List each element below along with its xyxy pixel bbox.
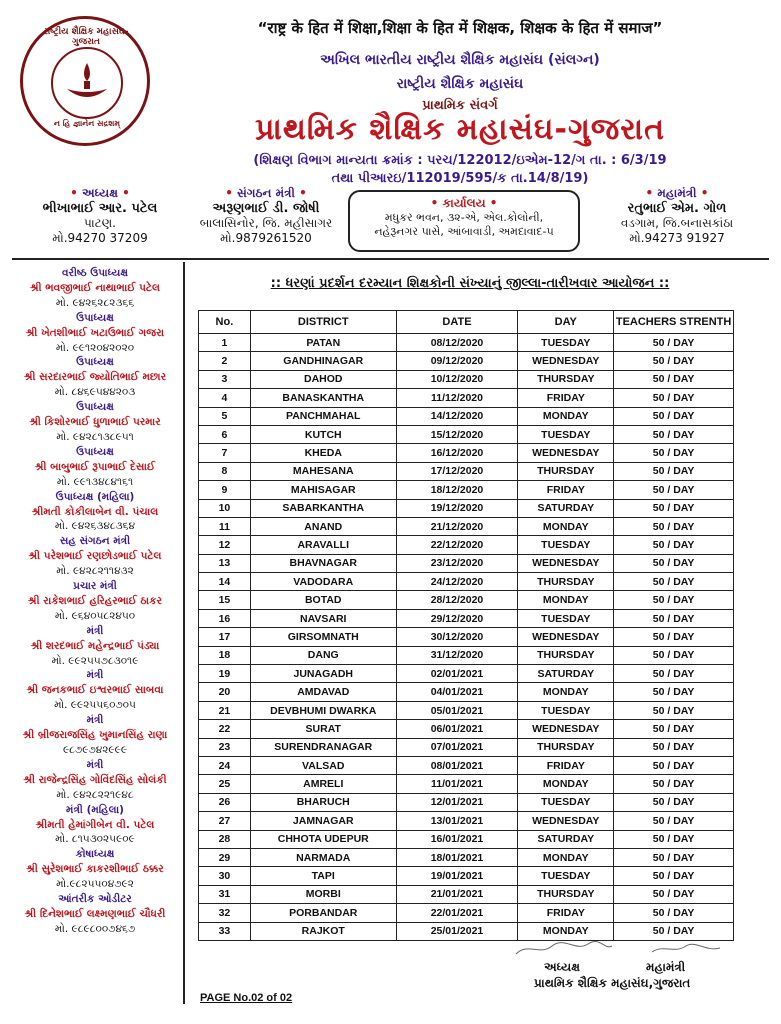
table-cell: 11/01/2021 xyxy=(396,775,518,793)
table-cell: 22/01/2021 xyxy=(396,904,518,922)
org-logo xyxy=(20,16,150,146)
table-cell: SATURDAY xyxy=(518,830,614,848)
table-cell: MAHESANA xyxy=(250,462,396,480)
signature-org-line: પ્રાથમિક શૈક્ષિક મહાસંઘ,ગુજરાત xyxy=(534,976,691,990)
table-row xyxy=(199,444,734,462)
member-phone: મો. ૯૯૧૩૪૮૪૧૬૧ xyxy=(56,475,134,488)
table-cell: KUTCH xyxy=(250,425,396,443)
table-cell: 50 / DAY xyxy=(614,462,734,480)
member-name: શ્રી કિશોરભાઈ ધુળાભાઈ પરમાર xyxy=(29,416,161,429)
table-cell: 50 / DAY xyxy=(614,389,734,407)
table-cell: WEDNESDAY xyxy=(518,812,614,830)
table-cell: 50 / DAY xyxy=(614,701,734,719)
table-row xyxy=(199,591,734,609)
table-row xyxy=(199,554,734,572)
table-cell: 50 / DAY xyxy=(614,793,734,811)
table-cell: TUESDAY xyxy=(518,701,614,719)
table-cell: 22 xyxy=(199,720,251,738)
table-cell: 14/12/2020 xyxy=(396,407,518,425)
table-row xyxy=(199,462,734,480)
table-cell: MONDAY xyxy=(518,517,614,535)
member-role: મંત્રી xyxy=(86,669,104,682)
table-cell: 50 / DAY xyxy=(614,444,734,462)
office-line-2: નહેરૂનગર પાસે, આંબાવાડી, અમદાવાદ-૫ xyxy=(374,225,554,238)
member-phone: મો. ૯૯૧૨૦૪૨૦૨૦ xyxy=(55,341,135,354)
table-cell: 50 / DAY xyxy=(614,481,734,499)
table-cell: 50 / DAY xyxy=(614,683,734,701)
table-cell: TUESDAY xyxy=(518,609,614,627)
table-cell: 50 / DAY xyxy=(614,646,734,664)
member-phone: મો. ૮૪૬૯૫૪૪૨૦૩ xyxy=(54,386,136,399)
table-cell: 21 xyxy=(199,701,251,719)
schedule-table xyxy=(198,310,734,941)
table-cell: SABARKANTHA xyxy=(250,499,396,517)
member-phone: મો. ૯૪૨૮૧૩૮૯૫૧ xyxy=(56,430,134,443)
table-cell: 11 xyxy=(199,517,251,535)
table-cell: MONDAY xyxy=(518,775,614,793)
table-cell: BOTAD xyxy=(250,591,396,609)
president-name: ભીખાભાઈ આર. પટેલ xyxy=(42,201,158,216)
table-cell: 50 / DAY xyxy=(614,756,734,774)
table-cell: BANASKANTHA xyxy=(250,389,396,407)
table-cell: 50 / DAY xyxy=(614,628,734,646)
table-cell: 13 xyxy=(199,554,251,572)
column-header: No. xyxy=(199,311,251,334)
table-cell: MAHISAGAR xyxy=(250,481,396,499)
table-row xyxy=(199,848,734,866)
table-cell: 12 xyxy=(199,536,251,554)
table-cell: 08/01/2021 xyxy=(396,756,518,774)
member-role: વરીષ્ઠ ઉપાધ્યક્ષ xyxy=(61,267,128,279)
table-cell: MONDAY xyxy=(518,683,614,701)
member-name: શ્રી જનકભાઈ ઇશ્વરભાઈ સાબવા xyxy=(26,684,164,697)
table-row xyxy=(199,830,734,848)
table-cell: TUESDAY xyxy=(518,425,614,443)
member-role: મંત્રી (મહિલા) xyxy=(66,803,124,816)
table-cell: 50 / DAY xyxy=(614,370,734,388)
table-row xyxy=(199,885,734,903)
member-role: મંત્રી xyxy=(86,758,104,771)
table-cell: SATURDAY xyxy=(518,665,614,683)
table-cell: 50 / DAY xyxy=(614,425,734,443)
header-divider xyxy=(12,258,769,260)
member-role: ઉપાધ્યક્ષ xyxy=(76,445,114,458)
table-cell: FRIDAY xyxy=(518,904,614,922)
table-cell: TAPI xyxy=(250,867,396,885)
table-cell: WEDNESDAY xyxy=(518,352,614,370)
table-cell: TUESDAY xyxy=(518,536,614,554)
table-row xyxy=(199,573,734,591)
table-cell: 50 / DAY xyxy=(614,720,734,738)
table-row xyxy=(199,756,734,774)
table-cell: BHAVNAGAR xyxy=(250,554,396,572)
table-cell: 50 / DAY xyxy=(614,775,734,793)
table-cell: 30 xyxy=(199,867,251,885)
org-minister-role: સંગઠન મંત્રી xyxy=(237,186,295,200)
president-phone: મો.94270 37209 xyxy=(52,231,148,245)
president-signature-scribble xyxy=(514,938,614,960)
table-cell: TUESDAY xyxy=(518,867,614,885)
table-header-row xyxy=(199,311,734,334)
table-cell: SURAT xyxy=(250,720,396,738)
table-row xyxy=(199,628,734,646)
table-cell: AMDAVAD xyxy=(250,683,396,701)
table-cell: 12/01/2021 xyxy=(396,793,518,811)
signature-block xyxy=(508,938,748,998)
table-cell: 5 xyxy=(199,407,251,425)
table-cell: ANAND xyxy=(250,517,396,535)
table-cell: SATURDAY xyxy=(518,499,614,517)
table-cell: 50 / DAY xyxy=(614,334,734,352)
table-row xyxy=(199,793,734,811)
table-cell: KHEDA xyxy=(250,444,396,462)
table-row xyxy=(199,904,734,922)
table-cell: 50 / DAY xyxy=(614,830,734,848)
table-cell: JAMNAGAR xyxy=(250,812,396,830)
general-secretary-place: વડગામ, જિ.બનાસકાંઠા xyxy=(620,216,734,230)
table-body xyxy=(199,334,734,941)
table-cell: 07/01/2021 xyxy=(396,738,518,756)
org-minister-phone: મો.9879261520 xyxy=(220,231,312,245)
org-minister-place: બાલાસિનોર, જિ. મહીસાગર xyxy=(199,216,333,230)
table-cell: WEDNESDAY xyxy=(518,444,614,462)
table-cell: 50 / DAY xyxy=(614,352,734,370)
table-cell: DEVBHUMI DWARKA xyxy=(250,701,396,719)
member-name: શ્રી સુરેશભાઈ કાકરશીભાઈ ઠક્કર xyxy=(26,863,164,876)
table-cell: 28 xyxy=(199,830,251,848)
table-cell: TUESDAY xyxy=(518,334,614,352)
table-row xyxy=(199,352,734,370)
table-cell: 21/01/2021 xyxy=(396,885,518,903)
table-cell: 20 xyxy=(199,683,251,701)
table-cell: 18 xyxy=(199,646,251,664)
table-cell: 17/12/2020 xyxy=(396,462,518,480)
member-role: સહ સંગઠન મંત્રી xyxy=(59,535,131,548)
schedule-title: :: ધરણાં પ્રદર્શન દરમ્યાન શિક્ષકોની સંખ્યાનું જીલ્લા-તારીખવાર આયોજન :: xyxy=(270,276,670,291)
column-header: DATE xyxy=(396,311,518,334)
table-row xyxy=(199,517,734,535)
column-header: TEACHERS STRENTH xyxy=(614,311,734,334)
table-cell: 19/12/2020 xyxy=(396,499,518,517)
table-cell: 19 xyxy=(199,665,251,683)
table-row xyxy=(199,425,734,443)
table-cell: 50 / DAY xyxy=(614,738,734,756)
table-cell: 10 xyxy=(199,499,251,517)
table-cell: JUNAGADH xyxy=(250,665,396,683)
table-row xyxy=(199,389,734,407)
table-row xyxy=(199,481,734,499)
table-cell: RAJKOT xyxy=(250,922,396,940)
cadre: પ્રાથમિક સંવર્ગ xyxy=(422,98,498,113)
table-row xyxy=(199,370,734,388)
office-line-1: મધુકર ભવન, ૩૨-એ, એલ.કોલોની, xyxy=(384,211,544,224)
table-row xyxy=(199,609,734,627)
member-name: શ્રી રાકેશભાઈ હરિહરભાઈ ઠાકર xyxy=(28,594,162,607)
table-cell: 21/12/2020 xyxy=(396,517,518,535)
table-row xyxy=(199,646,734,664)
table-cell: 15 xyxy=(199,591,251,609)
table-cell: 17 xyxy=(199,628,251,646)
table-cell: 50 / DAY xyxy=(614,665,734,683)
table-row xyxy=(199,701,734,719)
member-phone: ૯૮૭૯૭૪૨૯૯૯ xyxy=(62,744,128,756)
president-block: • અધ્યક્ષ • ભીખાભાઈ આર. પટેલ પાટણ. મો.94270 37209 xyxy=(20,186,180,246)
table-cell: 16/01/2021 xyxy=(396,830,518,848)
member-name: શ્રી ભવજીભાઈ નાથાભાઈ પટેલ xyxy=(30,281,160,294)
table-row xyxy=(199,407,734,425)
table-cell: 1 xyxy=(199,334,251,352)
table-cell: 8 xyxy=(199,462,251,480)
table-cell: AMRELI xyxy=(250,775,396,793)
member-role: આંતરીક ઓડીટર xyxy=(58,893,132,906)
registration-line-1: (શિક્ષણ વિભાગ માન્યતા ક્રમાંક : પરચ/122012/ઇએમ-12/ગ તા. : 6/3/19 xyxy=(253,153,667,168)
lamp-icon xyxy=(51,47,123,119)
table-cell: THURSDAY xyxy=(518,738,614,756)
table-cell: MONDAY xyxy=(518,848,614,866)
table-cell: 26 xyxy=(199,793,251,811)
member-phone: મો. ૮૧૫૩૦૨૫૯૦૯ xyxy=(55,833,135,846)
member-name: શ્રી બ્રીજરાજસિંહ ખુમાનસિંહ રાણા xyxy=(22,729,168,742)
table-cell: 18/12/2020 xyxy=(396,481,518,499)
table-cell: 31/12/2020 xyxy=(396,646,518,664)
general-secretary-block: • મહામંત્રી • રતુભાઈ એમ. ગોળ વડગામ, જિ.બનાસકાંઠા મો.94273 91927 xyxy=(592,186,762,246)
table-cell: 31 xyxy=(199,885,251,903)
table-cell: 7 xyxy=(199,444,251,462)
member-role: ઉપાધ્યક્ષ (મહિલા) xyxy=(55,490,135,503)
table-cell: MORBI xyxy=(250,885,396,903)
table-row xyxy=(199,536,734,554)
org-minister-name: અરૂણભાઈ ડી. જોષી xyxy=(212,201,320,216)
table-cell: 05/01/2021 xyxy=(396,701,518,719)
table-cell: 30/12/2020 xyxy=(396,628,518,646)
office-address-box: • કાર્યાલય • મધુકર ભવન, ૩૨-એ, એલ.કોલોની, નહેરૂનગર પાસે, આંબાવાડી, અમદાવાદ-૫ xyxy=(348,190,580,252)
table-cell: 18/01/2021 xyxy=(396,848,518,866)
member-name: શ્રીમતી હેમાંગીબેન વી. પટેલ xyxy=(35,818,155,831)
table-cell: 23/12/2020 xyxy=(396,554,518,572)
member-phone: મો.૯૮૨૫૫૦૪૭૯૨ xyxy=(56,878,134,891)
member-name: શ્રી પરેશભાઈ રણછોડભાઈ પટેલ xyxy=(28,550,162,563)
table-cell: THURSDAY xyxy=(518,573,614,591)
table-cell: 29 xyxy=(199,848,251,866)
table-cell: 29/12/2020 xyxy=(396,609,518,627)
affiliation: અખિલ ભારતીય રાષ્ટ્રીય શૈક્ષિક મહાસંઘ (સંલગ્ન) xyxy=(320,52,600,68)
sidebar-divider xyxy=(183,262,185,1004)
member-phone: મો. ૯૪૨૬૩૪૮૩૬૪ xyxy=(54,520,136,533)
member-role: ઉપાધ્યક્ષ xyxy=(76,356,114,369)
table-cell: PORBANDAR xyxy=(250,904,396,922)
table-cell: 04/01/2021 xyxy=(396,683,518,701)
member-name: શ્રી શરદભાઈ મહેન્દ્રભાઈ પંડ્યા xyxy=(30,639,160,652)
table-cell: FRIDAY xyxy=(518,756,614,774)
member-role: મંત્રી xyxy=(86,624,104,637)
table-cell: 06/01/2021 xyxy=(396,720,518,738)
table-cell: 19/01/2021 xyxy=(396,867,518,885)
registration-line-2: તથા પીઆરઇ/112019/595/ક તા.14/8/19) xyxy=(331,171,589,186)
president-place: પાટણ. xyxy=(84,216,116,230)
table-cell: 50 / DAY xyxy=(614,609,734,627)
org-name: પ્રાથમિક શૈક્ષિક મહાસંઘ-ગુજરાત xyxy=(255,112,665,147)
member-phone: મો. ૯૬૪૦૫૮૨૪૫૦ xyxy=(54,609,136,622)
table-cell: 50 / DAY xyxy=(614,554,734,572)
table-cell: 50 / DAY xyxy=(614,904,734,922)
table-cell: THURSDAY xyxy=(518,646,614,664)
member-phone: મો. ૯૯૨૫૫૭૮૩૦૧૯ xyxy=(51,654,139,667)
table-cell: FRIDAY xyxy=(518,389,614,407)
table-cell: 22/12/2020 xyxy=(396,536,518,554)
member-role: પ્રચાર મંત્રી xyxy=(73,580,117,593)
member-name: શ્રી સરદારભાઈ જ્યોતિભાઈ મછાર xyxy=(23,371,167,384)
member-name: શ્રીમતી કોકીલાબેન વી. પંચાલ xyxy=(31,505,159,518)
motto: “राष्ट्र के हित में शिक्षा,शिक्षा के हित में शिक्षक, शिक्षक के हित में समाज” xyxy=(257,19,663,37)
table-cell: DANG xyxy=(250,646,396,664)
table-cell: SURENDRANAGAR xyxy=(250,738,396,756)
member-role: ઉપાધ્યક્ષ xyxy=(76,311,114,324)
table-cell: WEDNESDAY xyxy=(518,554,614,572)
table-cell: 50 / DAY xyxy=(614,812,734,830)
secretary-signature-scribble xyxy=(648,938,728,960)
table-cell: 4 xyxy=(199,389,251,407)
table-cell: 50 / DAY xyxy=(614,848,734,866)
table-cell: MONDAY xyxy=(518,407,614,425)
general-secretary-name: રતુભાઈ એમ. ગોળ xyxy=(627,201,727,216)
member-phone: મો. ૯૮૯૮૦૦૭૪૬૭ xyxy=(54,922,136,935)
table-cell: 14 xyxy=(199,573,251,591)
table-row xyxy=(199,738,734,756)
table-cell: 32 xyxy=(199,904,251,922)
table-cell: 24 xyxy=(199,756,251,774)
member-phone: મો. ૯૪૨૮૨૧૧૪૩૨ xyxy=(56,565,134,578)
table-cell: TUESDAY xyxy=(518,793,614,811)
general-secretary-role: મહામંત્રી xyxy=(657,186,697,200)
member-name: શ્રી બાબુભાઈ રૂપાભાઈ દેસાઈ xyxy=(34,460,156,473)
table-cell: PATAN xyxy=(250,334,396,352)
general-secretary-phone: મો.94273 91927 xyxy=(629,231,725,245)
table-row xyxy=(199,499,734,517)
table-row xyxy=(199,775,734,793)
sidebar-members xyxy=(10,266,180,937)
table-cell: THURSDAY xyxy=(518,462,614,480)
table-cell: 16/12/2020 xyxy=(396,444,518,462)
page-number: PAGE No.02 of 02 xyxy=(200,992,293,1004)
table-cell: 23 xyxy=(199,738,251,756)
table-cell: FRIDAY xyxy=(518,481,614,499)
table-cell: VADODARA xyxy=(250,573,396,591)
member-phone: મો. ૯૪૨૬૨૮૨૩૬૬ xyxy=(55,296,135,309)
table-cell: GANDHINAGAR xyxy=(250,352,396,370)
table-cell: 50 / DAY xyxy=(614,867,734,885)
table-cell: 50 / DAY xyxy=(614,573,734,591)
member-role: ઉપાધ્યક્ષ xyxy=(76,401,114,414)
member-role: મંત્રી xyxy=(86,714,104,727)
member-name: શ્રી રાજેન્દ્રસિંહ ગોવિંદસિંહ સોલંકી xyxy=(23,773,167,786)
table-cell: MONDAY xyxy=(518,922,614,940)
table-cell: 11/12/2020 xyxy=(396,389,518,407)
table-cell: 50 / DAY xyxy=(614,922,734,940)
table-cell: 50 / DAY xyxy=(614,499,734,517)
member-phone: મો. ૯૪૨૮૨૨૧૯૪૮ xyxy=(56,788,134,801)
table-cell: 16 xyxy=(199,609,251,627)
table-cell: 50 / DAY xyxy=(614,885,734,903)
table-cell: 50 / DAY xyxy=(614,536,734,554)
table-cell: DAHOD xyxy=(250,370,396,388)
member-role: કોષાધ્યક્ષ xyxy=(75,848,115,861)
org-minister-block: • સંગઠન મંત્રી • અરૂણભાઈ ડી. જોષી બાલાસિનોર, જિ. મહીસાગર મો.9879261520 xyxy=(188,186,344,246)
column-header: DAY xyxy=(518,311,614,334)
member-name: શ્રી ખેતશીભાઈ ખટાઉભાઈ ગજરા xyxy=(25,326,165,339)
signature-president-label: અધ્યક્ષ xyxy=(544,960,580,974)
table-cell: 15/12/2020 xyxy=(396,425,518,443)
column-header: DISTRICT xyxy=(250,311,396,334)
table-cell: CHHOTA UDEPUR xyxy=(250,830,396,848)
table-cell: PANCHMAHAL xyxy=(250,407,396,425)
table-cell: 13/01/2021 xyxy=(396,812,518,830)
president-role: અધ્યક્ષ xyxy=(82,186,118,200)
table-cell: NARMADA xyxy=(250,848,396,866)
table-cell: GIRSOMNATH xyxy=(250,628,396,646)
table-cell: 2 xyxy=(199,352,251,370)
table-row xyxy=(199,334,734,352)
table-cell: 3 xyxy=(199,370,251,388)
table-cell: BHARUCH xyxy=(250,793,396,811)
table-cell: 25/01/2021 xyxy=(396,922,518,940)
table-cell: 02/01/2021 xyxy=(396,665,518,683)
table-cell: THURSDAY xyxy=(518,370,614,388)
table-cell: WEDNESDAY xyxy=(518,720,614,738)
table-cell: 09/12/2020 xyxy=(396,352,518,370)
table-cell: 25 xyxy=(199,775,251,793)
table-cell: WEDNESDAY xyxy=(518,628,614,646)
table-cell: ARAVALLI xyxy=(250,536,396,554)
table-row xyxy=(199,867,734,885)
table-cell: 10/12/2020 xyxy=(396,370,518,388)
logo-arc-top-text: રાષ્ટ્રીય શૈક્ષિક મહાસંઘ-ગુજરાત xyxy=(43,27,129,47)
signature-secretary-label: મહામંત્રી xyxy=(646,960,686,974)
table-row xyxy=(199,720,734,738)
table-cell: MONDAY xyxy=(518,591,614,609)
member-name: શ્રી દિનેશભાઈ લક્ષ્મણભાઈ ચૌધરી xyxy=(24,907,166,920)
table-cell: 50 / DAY xyxy=(614,517,734,535)
table-cell: THURSDAY xyxy=(518,885,614,903)
logo-arc-bottom-text: ન હિ જ્ઞાનેન સદ્રશમ્ xyxy=(53,119,121,128)
table-cell: 24/12/2020 xyxy=(396,573,518,591)
parent-org: રાષ્ટ્રીય શૈક્ષિક મહાસંઘ xyxy=(396,76,524,92)
table-cell: 28/12/2020 xyxy=(396,591,518,609)
table-cell: 6 xyxy=(199,425,251,443)
table-cell: 33 xyxy=(199,922,251,940)
table-cell: 08/12/2020 xyxy=(396,334,518,352)
table-cell: 50 / DAY xyxy=(614,591,734,609)
table-cell: 9 xyxy=(199,481,251,499)
table-cell: VALSAD xyxy=(250,756,396,774)
table-cell: NAVSARI xyxy=(250,609,396,627)
member-phone: મો. ૯૯૨૫૫૬૦૭૦૫ xyxy=(54,699,136,712)
table-row xyxy=(199,812,734,830)
office-role: કાર્યાલય xyxy=(442,196,486,210)
table-cell: 50 / DAY xyxy=(614,407,734,425)
table-row xyxy=(199,665,734,683)
table-row xyxy=(199,683,734,701)
table-cell: 27 xyxy=(199,812,251,830)
